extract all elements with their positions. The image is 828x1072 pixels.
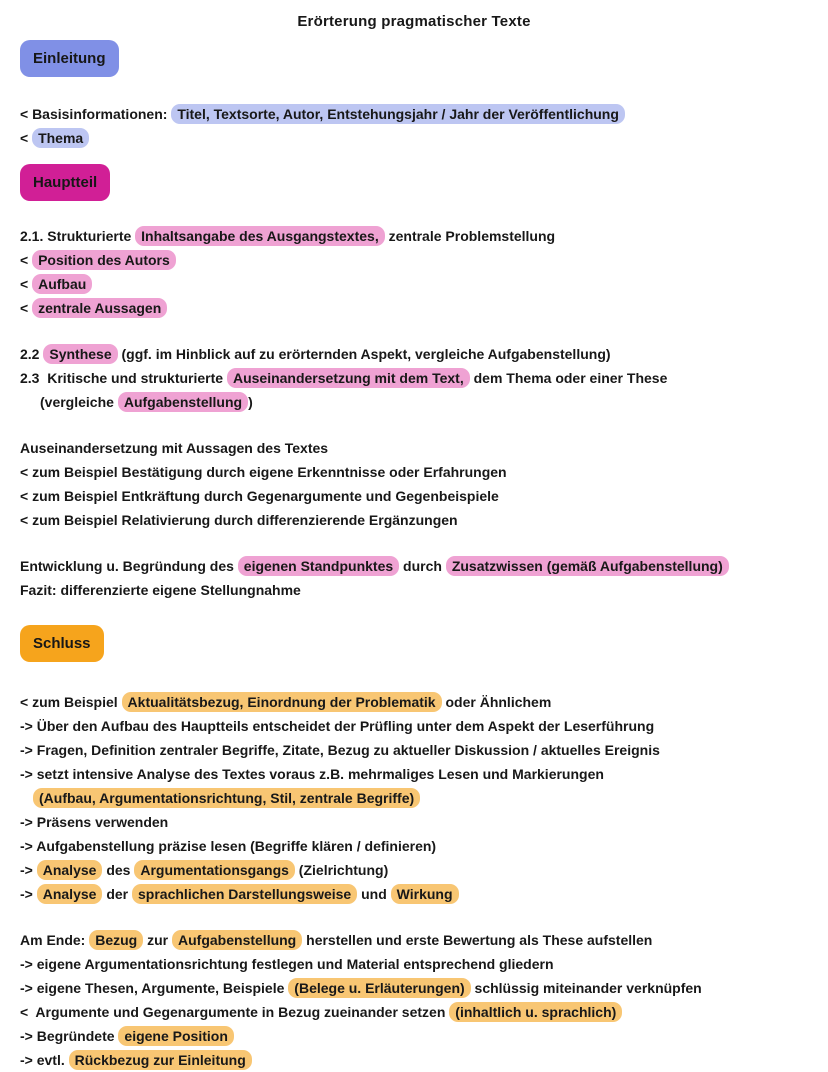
plain-text: -> eigene Argumentationsrichtung festlegen und Material entsprechend gliedern	[20, 956, 554, 972]
plain-text: -> evtl.	[20, 1052, 69, 1068]
pink-highlight: Auseinandersetzung mit dem Text,	[227, 368, 470, 388]
orange-highlight: (inhaltlich u. sprachlich)	[449, 1002, 622, 1022]
plain-text: -> setzt intensive Analyse des Textes voraus z.B. mehrmaliges Lesen und Markierungen	[20, 766, 604, 782]
plain-text: <	[20, 276, 33, 292]
plain-text: < zum Beispiel Relativierung durch differenzierende Ergänzungen	[20, 512, 458, 528]
text-line	[20, 248, 828, 272]
plain-text: <	[20, 252, 33, 268]
plain-text: < Argumente und Gegenargumente in Bezug zueinander setzen	[20, 1004, 450, 1020]
text-line	[20, 102, 828, 126]
pink-highlight: Inhaltsangabe des Ausgangstextes,	[135, 226, 385, 246]
plain-text: durch	[399, 558, 446, 574]
orange-highlight: (Belege u. Erläuterungen)	[288, 978, 470, 998]
orange-highlight: (Aufbau, Argumentationsrichtung, Stil, zentrale Begriffe)	[33, 788, 420, 808]
schluss-points	[20, 690, 828, 1072]
plain-text: und	[357, 886, 391, 902]
einleitung-points	[20, 102, 828, 150]
text-line	[20, 508, 828, 532]
text-line	[20, 390, 828, 414]
plain-text: ->	[20, 862, 37, 878]
plain-text: Fazit: differenzierte eigene Stellungnahme	[20, 582, 301, 598]
pink-highlight: Aufgabenstellung	[118, 392, 248, 412]
plain-text: zentrale Problemstellung	[384, 228, 556, 244]
plain-text: schlüssig miteinander verknüpfen	[470, 980, 702, 996]
plain-text: 2.2	[20, 346, 44, 362]
plain-text: )	[248, 394, 253, 410]
plain-text: (vergleiche	[40, 394, 118, 410]
plain-text: 2.1. Strukturierte	[20, 228, 136, 244]
text-line	[20, 928, 828, 952]
text-line	[20, 272, 828, 296]
plain-text: -> Aufgabenstellung präzise lesen (Begriffe klären / definieren)	[20, 838, 437, 854]
text-line	[20, 810, 828, 834]
plain-text: oder Ähnlichem	[441, 694, 552, 710]
text-line	[20, 436, 828, 460]
pink-highlight: eigenen Standpunktes	[238, 556, 399, 576]
pink-highlight: zentrale Aussagen	[32, 298, 167, 318]
orange-highlight: Aufgabenstellung	[172, 930, 302, 950]
plain-text: Auseinandersetzung mit Aussagen des Textes	[20, 440, 329, 456]
pink-highlight: Aufbau	[32, 274, 92, 294]
text-line	[20, 460, 828, 484]
plain-text: < zum Beispiel	[20, 694, 122, 710]
orange-highlight: Rückbezug zur Einleitung	[69, 1050, 252, 1070]
text-line	[20, 786, 828, 810]
text-line	[20, 1048, 828, 1072]
hauptteil-points	[20, 224, 828, 602]
orange-highlight: eigene Position	[118, 1026, 233, 1046]
page-title: Erörterung pragmatischer Texte	[297, 13, 531, 30]
text-line	[20, 554, 828, 578]
plain-text: -> Über den Aufbau des Hauptteils entscheidet der Prüfling unter dem Aspekt der Leserführung	[20, 718, 655, 734]
text-line	[20, 834, 828, 858]
section-label-schluss: Schluss	[20, 625, 104, 662]
orange-highlight: Wirkung	[391, 884, 459, 904]
text-line	[20, 1000, 828, 1024]
orange-highlight: Bezug	[89, 930, 143, 950]
plain-text: 2.3 Kritische und strukturierte	[20, 370, 227, 386]
orange-highlight: Argumentationsgangs	[134, 860, 295, 880]
orange-highlight: sprachlichen Darstellungsweise	[132, 884, 357, 904]
plain-text: ->	[20, 886, 37, 902]
text-line	[20, 762, 828, 786]
plain-text: -> Begründete	[20, 1028, 119, 1044]
text-line	[20, 1024, 828, 1048]
text-line	[20, 738, 828, 762]
plain-text: Entwicklung u. Begründung des	[20, 558, 238, 574]
plain-text: (Zielrichtung)	[294, 862, 389, 878]
text-line	[20, 484, 828, 508]
pink-highlight: Position des Autors	[32, 250, 176, 270]
text-line	[20, 952, 828, 976]
text-line	[20, 366, 828, 390]
plain-text: des	[102, 862, 135, 878]
plain-text: <	[20, 300, 33, 316]
orange-highlight: Analyse	[37, 860, 103, 880]
text-line	[20, 126, 828, 150]
plain-text: < zum Beispiel Entkräftung durch Gegenargumente und Gegenbeispiele	[20, 488, 499, 504]
text-line	[20, 342, 828, 366]
plain-text: Am Ende:	[20, 932, 90, 948]
text-line	[20, 578, 828, 602]
plain-text: -> Präsens verwenden	[20, 814, 169, 830]
text-line	[20, 714, 828, 738]
text-line	[20, 224, 828, 248]
plain-text: zur	[143, 932, 173, 948]
blue-highlight: Thema	[32, 128, 89, 148]
notes-content	[0, 40, 828, 1072]
plain-text: herstellen und erste Bewertung als These aufstellen	[302, 932, 653, 948]
blue-highlight: Titel, Textsorte, Autor, Entstehungsjahr / Jahr der Veröffentlichung	[171, 104, 625, 124]
text-line	[20, 296, 828, 320]
text-line	[20, 976, 828, 1000]
text-line	[20, 882, 828, 906]
plain-text: -> Fragen, Definition zentraler Begriffe, Zitate, Bezug zu aktueller Diskussion / aktuelles Ereignis	[20, 742, 660, 758]
plain-text: <	[20, 130, 33, 146]
section-label-hauptteil: Hauptteil	[20, 164, 110, 201]
orange-highlight: Aktualitätsbezug, Einordnung der Problematik	[122, 692, 442, 712]
plain-text: < Basisinformationen:	[20, 106, 172, 122]
orange-highlight: Analyse	[37, 884, 103, 904]
text-line	[20, 690, 828, 714]
text-line	[20, 858, 828, 882]
plain-text: dem Thema oder einer These	[469, 370, 668, 386]
pink-highlight: Zusatzwissen (gemäß Aufgabenstellung)	[446, 556, 729, 576]
pink-highlight: Synthese	[43, 344, 117, 364]
plain-text: -> eigene Thesen, Argumente, Beispiele	[20, 980, 289, 996]
plain-text: < zum Beispiel Bestätigung durch eigene Erkenntnisse oder Erfahrungen	[20, 464, 507, 480]
plain-text: (ggf. im Hinblick auf zu erörternden Aspekt, vergleiche Aufgabenstellung)	[117, 346, 611, 362]
plain-text: der	[102, 886, 133, 902]
section-label-einleitung: Einleitung	[20, 40, 119, 77]
